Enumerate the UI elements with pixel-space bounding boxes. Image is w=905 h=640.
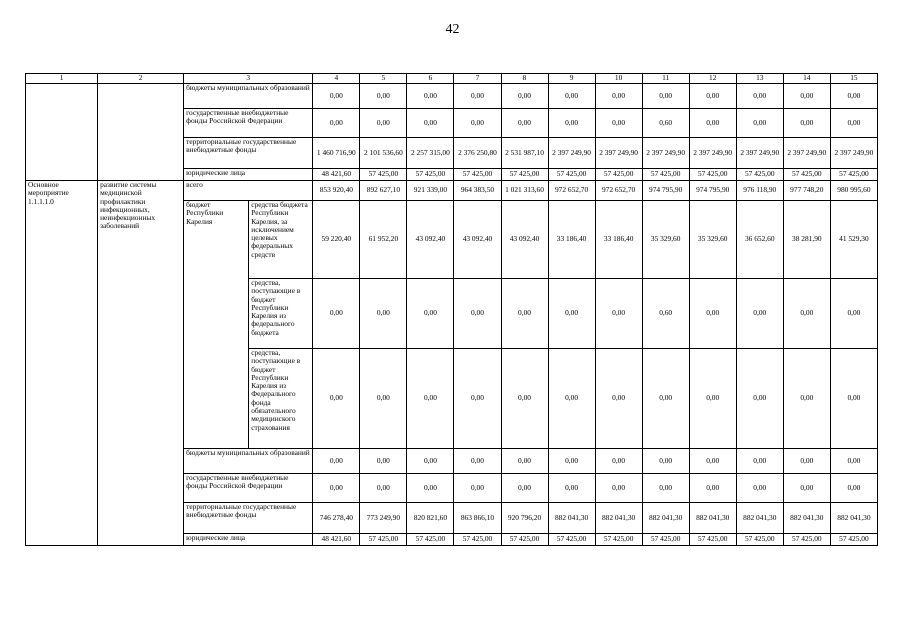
source-sublabel: средства, поступающие в бюджет Республики Карелия из федерального бюджета	[249, 279, 313, 349]
value-cell: 0,00	[783, 449, 830, 474]
value-cell: 0,00	[313, 84, 360, 109]
value-cell: 2 531 987,10	[501, 138, 548, 169]
value-cell: 0,00	[313, 449, 360, 474]
column-number: 8	[501, 74, 548, 84]
value-cell: 61 952,20	[360, 201, 407, 279]
value-cell: 0,00	[830, 449, 877, 474]
value-cell: 0,00	[595, 109, 642, 138]
value-cell: 57 425,00	[689, 169, 736, 181]
column-number: 13	[736, 74, 783, 84]
value-cell: 0,00	[501, 349, 548, 449]
value-cell: 972 652,70	[595, 181, 642, 201]
value-cell: 48 421,60	[313, 169, 360, 181]
empty-cell	[98, 84, 184, 181]
value-cell: 976 118,90	[736, 181, 783, 201]
value-cell: 0,00	[407, 449, 454, 474]
value-cell: 0,00	[548, 109, 595, 138]
value-cell: 57 425,00	[595, 534, 642, 546]
column-number-row	[26, 74, 878, 84]
value-cell: 853 920,40	[313, 181, 360, 201]
value-cell: 35 329,60	[689, 201, 736, 279]
value-cell: 0,00	[595, 349, 642, 449]
value-cell: 57 425,00	[548, 534, 595, 546]
value-cell: 2 397 249,90	[830, 138, 877, 169]
source-sublabel: средства бюджета Республики Карелия, за исключением целевых федеральных средств	[249, 201, 313, 279]
source-label: бюджеты муниципальных образований	[184, 449, 313, 474]
source-label: государственные внебюджетные фонды Российской Федерации	[184, 474, 313, 503]
value-cell: 0,00	[501, 449, 548, 474]
value-cell: 0,00	[830, 279, 877, 349]
value-cell: 0,00	[783, 84, 830, 109]
value-cell: 0,00	[313, 109, 360, 138]
value-cell: 0,00	[689, 349, 736, 449]
value-cell: 0,00	[501, 109, 548, 138]
value-cell: 0,00	[595, 474, 642, 503]
value-cell: 863 866,10	[454, 503, 501, 534]
column-number: 9	[548, 74, 595, 84]
column-number: 4	[313, 74, 360, 84]
source-sublabel: средства, поступающие в бюджет Республики Карелия из Федерального фонда обязательного медицинского страхования	[249, 349, 313, 449]
value-cell: 0,00	[313, 474, 360, 503]
value-cell: 57 425,00	[548, 169, 595, 181]
value-cell: 0,00	[830, 84, 877, 109]
value-cell: 0,00	[501, 279, 548, 349]
value-cell: 57 425,00	[501, 169, 548, 181]
column-number: 15	[830, 74, 877, 84]
value-cell: 977 748,20	[783, 181, 830, 201]
value-cell: 0,00	[642, 349, 689, 449]
value-cell: 0,00	[830, 349, 877, 449]
value-cell: 746 278,40	[313, 503, 360, 534]
column-number: 1	[26, 74, 98, 84]
value-cell: 882 041,30	[736, 503, 783, 534]
value-cell: 0,00	[407, 349, 454, 449]
value-cell: 0,00	[407, 84, 454, 109]
budget-table	[25, 73, 878, 546]
source-label: бюджеты муниципальных образований	[184, 84, 313, 109]
column-number: 14	[783, 74, 830, 84]
page-number: 42	[445, 22, 460, 37]
value-cell: 2 397 249,90	[783, 138, 830, 169]
value-cell: 43 092,40	[407, 201, 454, 279]
source-label: всего	[184, 181, 313, 201]
value-cell: 57 425,00	[454, 169, 501, 181]
value-cell: 2 376 250,80	[454, 138, 501, 169]
value-cell: 57 425,00	[407, 534, 454, 546]
value-cell: 57 425,00	[360, 169, 407, 181]
value-cell: 974 795,90	[642, 181, 689, 201]
value-cell: 0,00	[689, 279, 736, 349]
value-cell: 920 796,20	[501, 503, 548, 534]
table-row	[26, 84, 878, 109]
column-number: 6	[407, 74, 454, 84]
value-cell: 41 529,30	[830, 201, 877, 279]
value-cell: 57 425,00	[689, 534, 736, 546]
value-cell: 0,00	[689, 449, 736, 474]
value-cell: 0,00	[360, 279, 407, 349]
value-cell: 0,00	[360, 449, 407, 474]
value-cell: 0,00	[548, 84, 595, 109]
value-cell: 2 397 249,90	[548, 138, 595, 169]
value-cell: 882 041,30	[783, 503, 830, 534]
value-cell: 0,00	[736, 109, 783, 138]
value-cell: 57 425,00	[830, 534, 877, 546]
value-cell: 33 186,40	[595, 201, 642, 279]
column-number: 3	[184, 74, 313, 84]
value-cell: 57 425,00	[830, 169, 877, 181]
column-number: 12	[689, 74, 736, 84]
value-cell: 0,00	[548, 279, 595, 349]
value-cell: 0,00	[360, 109, 407, 138]
value-cell: 33 186,40	[548, 201, 595, 279]
value-cell: 0,00	[548, 349, 595, 449]
value-cell: 2 397 249,90	[736, 138, 783, 169]
value-cell: 0,00	[360, 474, 407, 503]
activity-code: Основное мероприятие 1.1.1.1.0	[26, 181, 98, 546]
value-cell: 773 249,90	[360, 503, 407, 534]
activity-name: развитие системы медицинской профилактики инфекционных, неинфекционных заболеваний	[98, 181, 184, 546]
value-cell: 57 425,00	[736, 169, 783, 181]
value-cell: 0,00	[407, 279, 454, 349]
value-cell: 57 425,00	[736, 534, 783, 546]
value-cell: 0,00	[407, 474, 454, 503]
value-cell: 892 627,10	[360, 181, 407, 201]
table-body	[26, 74, 878, 546]
value-cell: 0,00	[689, 474, 736, 503]
value-cell: 57 425,00	[642, 534, 689, 546]
value-cell: 964 383,50	[454, 181, 501, 201]
value-cell: 0,00	[454, 109, 501, 138]
source-label: территориальные государственные внебюджетные фонды	[184, 503, 313, 534]
value-cell: 0,00	[548, 474, 595, 503]
value-cell: 43 092,40	[454, 201, 501, 279]
value-cell: 0,00	[642, 474, 689, 503]
value-cell: 2 257 315,00	[407, 138, 454, 169]
value-cell: 0,00	[736, 84, 783, 109]
value-cell: 0,00	[689, 84, 736, 109]
value-cell: 0,00	[501, 474, 548, 503]
source-label: юридические лица	[184, 169, 313, 181]
value-cell: 0,00	[454, 349, 501, 449]
value-cell: 0,00	[454, 84, 501, 109]
value-cell: 0,00	[313, 279, 360, 349]
value-cell: 57 425,00	[783, 169, 830, 181]
value-cell: 0,00	[689, 109, 736, 138]
value-cell: 0,00	[407, 109, 454, 138]
value-cell: 2 397 249,90	[689, 138, 736, 169]
value-cell: 59 220,40	[313, 201, 360, 279]
value-cell: 1 021 313,60	[501, 181, 548, 201]
value-cell: 2 397 249,90	[595, 138, 642, 169]
value-cell: 0,60	[642, 279, 689, 349]
value-cell: 57 425,00	[360, 534, 407, 546]
value-cell: 0,00	[736, 349, 783, 449]
source-label: территориальные государственные внебюджетные фонды	[184, 138, 313, 169]
value-cell: 57 425,00	[595, 169, 642, 181]
value-cell: 882 041,30	[689, 503, 736, 534]
value-cell: 882 041,30	[830, 503, 877, 534]
value-cell: 0,00	[454, 474, 501, 503]
value-cell: 43 092,40	[501, 201, 548, 279]
value-cell: 882 041,30	[595, 503, 642, 534]
value-cell: 57 425,00	[642, 169, 689, 181]
value-cell: 980 995,60	[830, 181, 877, 201]
value-cell: 0,00	[736, 449, 783, 474]
value-cell: 0,00	[642, 84, 689, 109]
table-row	[26, 181, 878, 201]
value-cell: 921 339,00	[407, 181, 454, 201]
value-cell: 0,00	[736, 474, 783, 503]
value-cell: 2 101 536,60	[360, 138, 407, 169]
column-number: 11	[642, 74, 689, 84]
value-cell: 0,00	[642, 449, 689, 474]
value-cell: 2 397 249,90	[642, 138, 689, 169]
value-cell: 0,00	[595, 279, 642, 349]
value-cell: 0,00	[548, 449, 595, 474]
value-cell: 0,00	[830, 109, 877, 138]
value-cell: 0,00	[736, 279, 783, 349]
value-cell: 0,00	[313, 349, 360, 449]
value-cell: 0,00	[501, 84, 548, 109]
value-cell: 36 652,60	[736, 201, 783, 279]
value-cell: 38 281,90	[783, 201, 830, 279]
value-cell: 0,00	[454, 449, 501, 474]
empty-cell	[26, 84, 98, 181]
value-cell: 0,00	[783, 349, 830, 449]
column-number: 5	[360, 74, 407, 84]
value-cell: 57 425,00	[454, 534, 501, 546]
value-cell: 820 821,60	[407, 503, 454, 534]
budget-label: бюджет Республики Карелия	[184, 201, 249, 449]
value-cell: 57 425,00	[501, 534, 548, 546]
value-cell: 0,00	[595, 84, 642, 109]
value-cell: 0,00	[360, 84, 407, 109]
value-cell: 882 041,30	[548, 503, 595, 534]
value-cell: 1 460 716,90	[313, 138, 360, 169]
value-cell: 57 425,00	[783, 534, 830, 546]
column-number: 7	[454, 74, 501, 84]
value-cell: 0,00	[783, 109, 830, 138]
value-cell: 972 652,70	[548, 181, 595, 201]
column-number: 2	[98, 74, 184, 84]
value-cell: 35 329,60	[642, 201, 689, 279]
value-cell: 0,00	[454, 279, 501, 349]
value-cell: 0,60	[642, 109, 689, 138]
value-cell: 48 421,60	[313, 534, 360, 546]
value-cell: 974 795,90	[689, 181, 736, 201]
value-cell: 0,00	[595, 449, 642, 474]
source-label: юридические лица	[184, 534, 313, 546]
column-number: 10	[595, 74, 642, 84]
source-label: государственные внебюджетные фонды Российской Федерации	[184, 109, 313, 138]
value-cell: 882 041,30	[642, 503, 689, 534]
value-cell: 0,00	[360, 349, 407, 449]
value-cell: 0,00	[783, 474, 830, 503]
value-cell: 0,00	[830, 474, 877, 503]
value-cell: 57 425,00	[407, 169, 454, 181]
value-cell: 0,00	[783, 279, 830, 349]
